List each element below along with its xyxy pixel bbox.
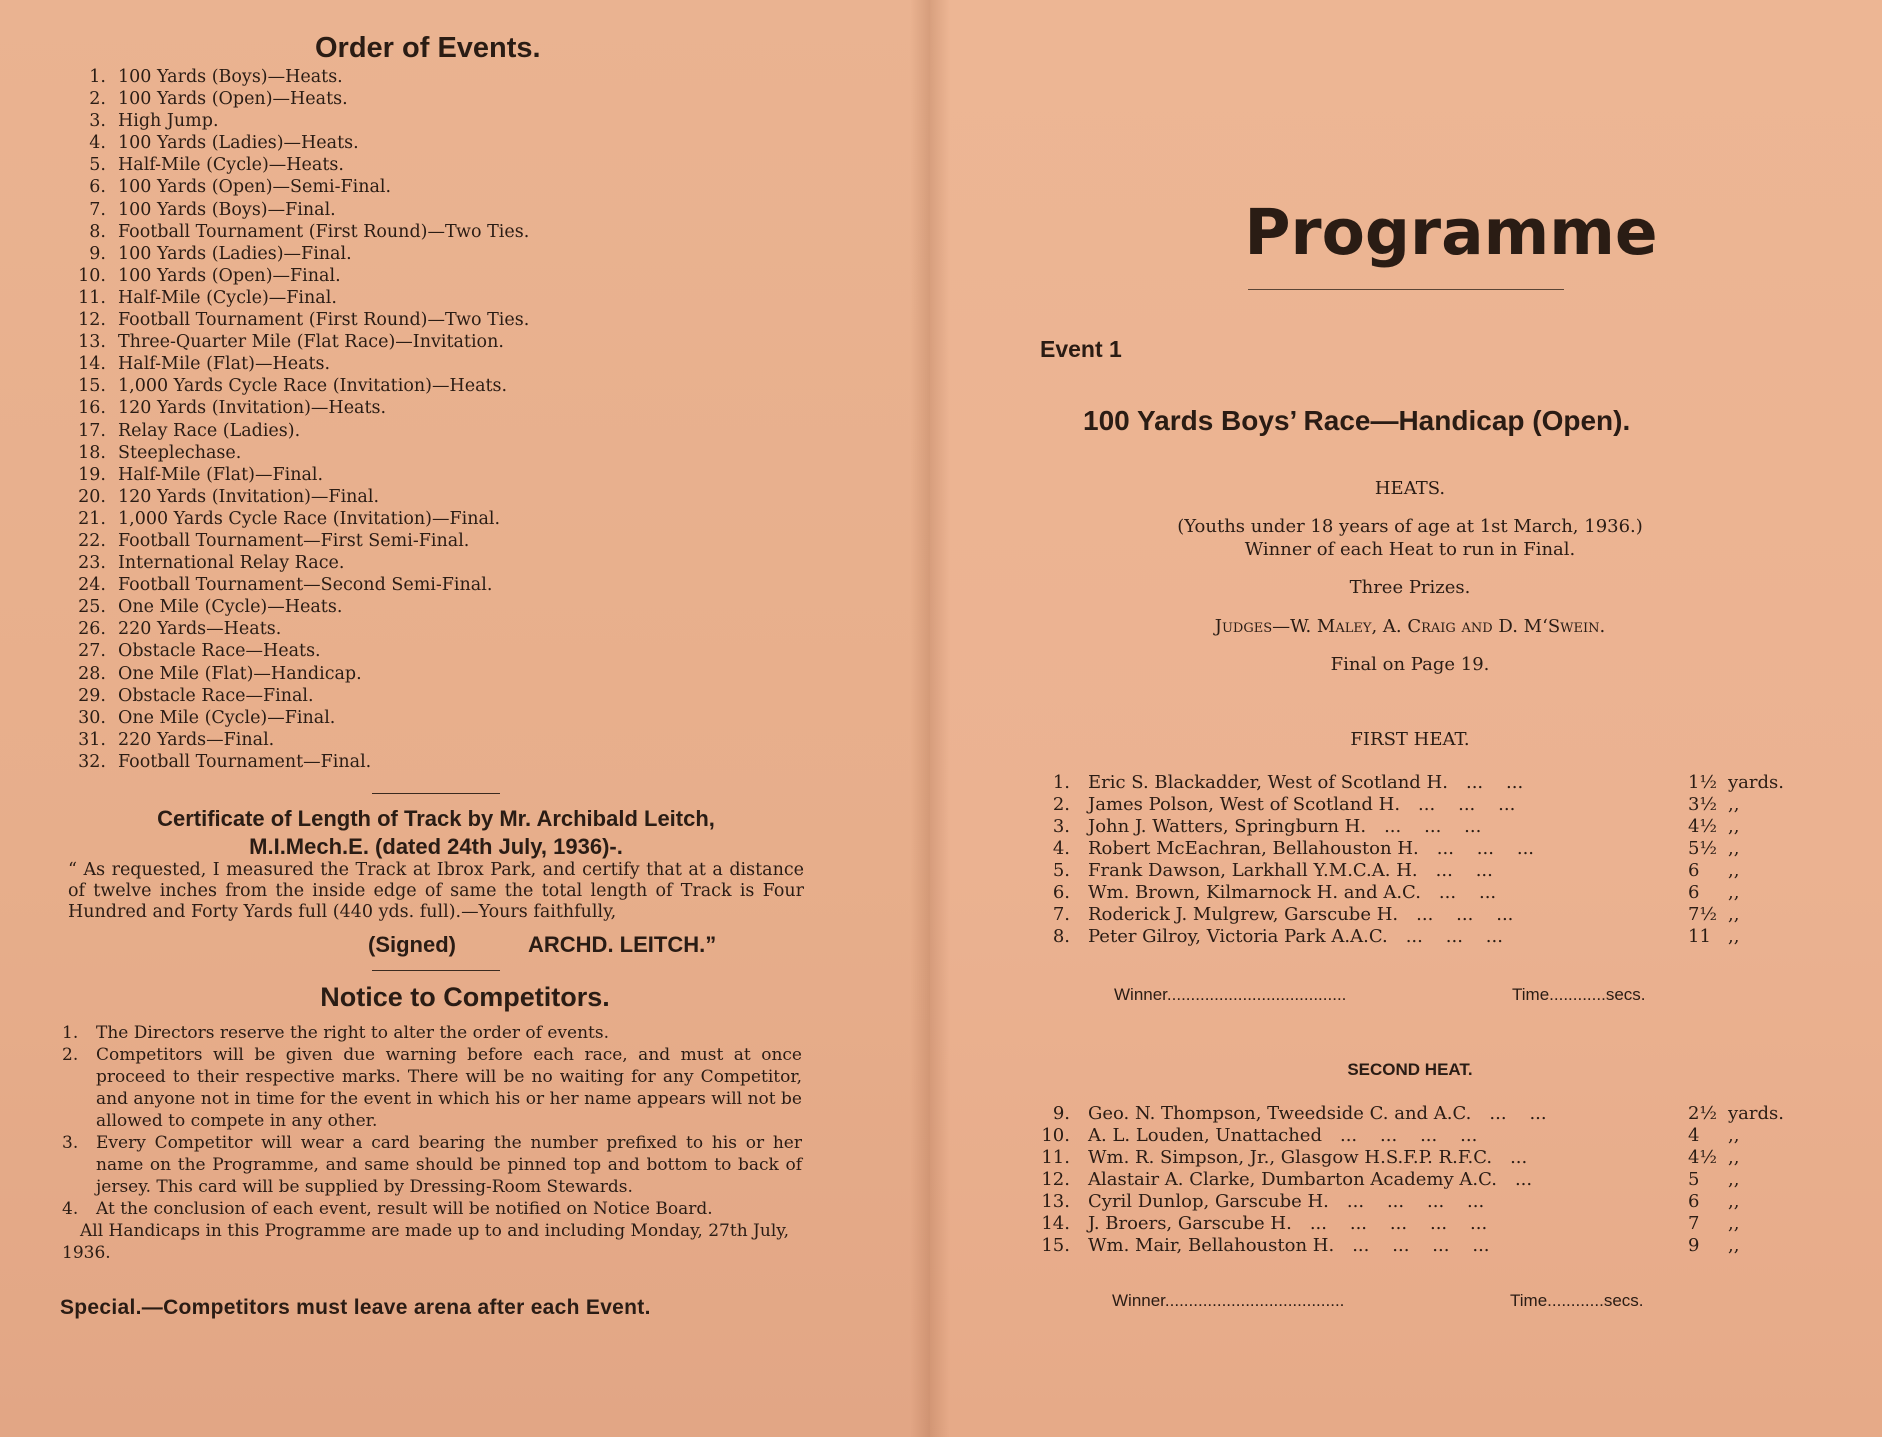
entry-unit: ,, — [1728, 816, 1740, 837]
entry-unit: ,, — [1728, 860, 1740, 881]
entry-number: 14. — [1041, 1213, 1070, 1234]
special-notice: Special.—Competitors must leave arena after each Event. — [60, 1296, 651, 1319]
event-number: 16. — [78, 398, 106, 419]
leader-dots: ... ... ... — [1436, 838, 1535, 859]
heats-label: HEATS. — [1374, 478, 1446, 499]
notice-item — [62, 1132, 802, 1198]
event-number: 28. — [78, 663, 106, 684]
entry-handicap: 9 — [1688, 1235, 1700, 1256]
list-item — [62, 751, 529, 773]
second-heat-label: SECOND HEAT. — [1347, 1060, 1473, 1079]
entry-handicap: 6 — [1688, 1191, 1700, 1212]
leader-dots: ... ... — [1435, 860, 1493, 881]
list-item — [62, 88, 529, 110]
entry-name — [1088, 1147, 1688, 1169]
leader-dots: ... ... ... — [1416, 904, 1514, 925]
leader-dots: ... ... ... ... — [1352, 1235, 1490, 1256]
table-row — [1040, 882, 1788, 904]
divider — [372, 793, 500, 794]
list-item — [62, 110, 529, 132]
entry-handicap: 4 — [1688, 1125, 1700, 1146]
entry-handicap: 2½ — [1688, 1103, 1717, 1124]
first-heat-winner: Winner...................................... — [1114, 985, 1347, 1004]
certificate-title — [68, 805, 804, 861]
event-number: 15. — [78, 376, 106, 397]
event-text: 1,000 Yards Cycle Race (Invitation)—Heats. — [118, 376, 508, 397]
event-number: 4. — [89, 133, 106, 154]
leader-dots: ... ... — [1438, 882, 1497, 903]
event-number: 32. — [78, 751, 106, 772]
entry-name — [1088, 1125, 1688, 1147]
event-number: 31. — [78, 729, 106, 750]
entry-name — [1088, 816, 1688, 838]
entry-unit: ,, — [1728, 838, 1740, 859]
certificate-signature: ARCHD. LEITCH.” — [528, 932, 717, 957]
event-number: 14. — [78, 354, 106, 375]
event-number: 21. — [78, 508, 106, 529]
event-text: 220 Yards—Final. — [118, 729, 275, 750]
second-heat-time: Time............secs. — [1510, 1291, 1644, 1310]
notice-text: At the conclusion of each event, result will be notified on Notice Board. — [96, 1199, 713, 1219]
list-item — [62, 530, 529, 552]
competitor-name: Wm. R. Simpson, Jr., Glasgow H.S.F.P. R.F.C. — [1088, 1147, 1493, 1168]
leader-dots: ... ... ... — [1405, 926, 1503, 947]
notice-item — [62, 1044, 802, 1132]
table-row — [1040, 860, 1788, 882]
list-item — [62, 596, 529, 618]
table-row — [1040, 1191, 1788, 1213]
event-text: Football Tournament—Second Semi-Final. — [118, 575, 493, 596]
leader-dots: ... ... ... — [1384, 816, 1482, 837]
leader-dots: ... ... — [1489, 1103, 1547, 1124]
event-number: 17. — [78, 420, 106, 441]
event-number: 29. — [78, 685, 106, 706]
notice-text: Competitors will be given due warning before each race, and must at once proceed to their respective marks. There will be no waiting for any Competitor, and anyone not in time for the event in which his or her name appears will not be allowed to compete in any other. — [96, 1045, 802, 1131]
list-item — [62, 464, 529, 486]
entry-unit: ,, — [1728, 1125, 1740, 1146]
list-item — [62, 199, 529, 221]
competitor-name: Wm. Brown, Kilmarnock H. and A.C. — [1088, 882, 1421, 903]
list-item — [62, 375, 529, 397]
event-text: Football Tournament—First Semi-Final. — [118, 530, 470, 551]
list-item — [62, 486, 529, 508]
entry-name — [1088, 794, 1688, 816]
event-text: Football Tournament—Final. — [118, 751, 372, 772]
certificate-signed: (Signed) — [368, 932, 456, 957]
table-row — [1040, 904, 1788, 926]
list-item — [62, 685, 529, 707]
table-row — [1040, 1103, 1788, 1125]
competitor-name: John J. Watters, Springburn H. — [1088, 816, 1367, 837]
list-item — [62, 66, 529, 88]
competitor-name: Roderick J. Mulgrew, Garscube H. — [1088, 904, 1399, 925]
event-text: 100 Yards (Open)—Semi-Final. — [118, 177, 392, 198]
list-item — [62, 618, 529, 640]
entry-unit: ,, — [1728, 904, 1740, 925]
entry-name — [1088, 1103, 1688, 1125]
list-item — [62, 287, 529, 309]
event-number: 18. — [78, 442, 106, 463]
competitor-name: Frank Dawson, Larkhall Y.M.C.A. H. — [1088, 860, 1418, 881]
event-number: 23. — [78, 553, 106, 574]
eligibility-line1: (Youths under 18 years of age at 1st March, 1936.) — [1177, 516, 1643, 537]
competitor-name: A. L. Louden, Unattached — [1088, 1125, 1322, 1146]
list-item — [62, 132, 529, 154]
event-text: Obstacle Race—Heats. — [118, 641, 321, 662]
certificate-title-line2: M.I.Mech.E. (dated 24th July, 1936)-. — [249, 834, 623, 859]
entry-number: 1. — [1052, 772, 1070, 793]
entry-handicap: 5½ — [1688, 838, 1717, 859]
list-item — [62, 154, 529, 176]
entry-number: 8. — [1052, 926, 1070, 947]
leader-dots: ... ... ... ... — [1346, 1191, 1485, 1212]
list-item — [62, 397, 529, 419]
event-number: 12. — [78, 310, 106, 331]
entry-handicap: 11 — [1688, 926, 1711, 947]
certificate-body: “ As requested, I measured the Track at Ibrox Park, and certify that at a distance of twelve inches from the inside edge of same the total length of Track is Four Hundred and Forty Yards full (440 yds. full).—Yours faithfully, — [68, 860, 804, 922]
list-item — [62, 707, 529, 729]
event-text: Half-Mile (Cycle)—Heats. — [118, 155, 344, 176]
entry-handicap: 6 — [1688, 882, 1700, 903]
table-row — [1040, 1147, 1788, 1169]
list-item — [62, 663, 529, 685]
event-number: 9. — [89, 243, 106, 264]
competitor-name: Eric S. Blackadder, West of Scotland H. — [1088, 772, 1448, 793]
order-of-events-title: Order of Events. — [315, 32, 541, 64]
list-item — [62, 353, 529, 375]
entry-unit: yards. — [1728, 1103, 1784, 1124]
entry-handicap: 7 — [1688, 1213, 1700, 1234]
title-underline — [1248, 289, 1564, 290]
competitor-name: Geo. N. Thompson, Tweedside C. and A.C. — [1088, 1103, 1472, 1124]
competitor-name: James Polson, West of Scotland H. — [1088, 794, 1401, 815]
event-number: 3. — [89, 111, 106, 132]
event-text: Relay Race (Ladies). — [118, 420, 301, 441]
list-item — [62, 265, 529, 287]
event-name: 100 Yards Boys’ Race—Handicap (Open). — [1083, 405, 1631, 436]
entry-name — [1088, 772, 1688, 794]
event-text: One Mile (Flat)—Handicap. — [118, 663, 362, 684]
event-text: One Mile (Cycle)—Final. — [118, 707, 336, 728]
entry-number: 2. — [1052, 794, 1070, 815]
event-label: Event 1 — [1040, 336, 1122, 362]
notice-text: Every Competitor will wear a card bearing the number prefixed to his or her name on the Programme, and same should be pinned top and bottom to back of jersey. This card will be supplied by Dressing-Room Stewards. — [96, 1133, 802, 1197]
leader-dots: ... ... ... — [1418, 794, 1516, 815]
event-number: 26. — [78, 619, 106, 640]
competitor-name: Robert McEachran, Bellahouston H. — [1088, 838, 1419, 859]
event-text: 120 Yards (Invitation)—Heats. — [118, 398, 387, 419]
list-item — [62, 243, 529, 265]
event-text: 100 Yards (Open)—Heats. — [118, 89, 348, 110]
event-number: 2. — [89, 89, 106, 110]
table-row — [1040, 772, 1788, 794]
event-text: Football Tournament (First Round)—Two Ties. — [118, 310, 530, 331]
competitor-name: Alastair A. Clarke, Dumbarton Academy A.C. — [1088, 1169, 1497, 1190]
event-text: Half-Mile (Flat)—Final. — [118, 464, 324, 485]
table-row — [1040, 1169, 1788, 1191]
first-heat-time: Time............secs. — [1512, 985, 1646, 1004]
list-item — [62, 221, 529, 243]
entry-handicap: 4½ — [1688, 816, 1717, 837]
event-number: 20. — [78, 486, 106, 507]
entry-number: 12. — [1041, 1169, 1070, 1190]
notice-item — [62, 1198, 802, 1220]
event-text: One Mile (Cycle)—Heats. — [118, 597, 343, 618]
notice-list — [62, 1022, 802, 1264]
event-number: 24. — [78, 575, 106, 596]
leader-dots: ... ... ... ... — [1339, 1125, 1478, 1146]
entry-unit: yards. — [1728, 772, 1784, 793]
event-text: Football Tournament (First Round)—Two Ties. — [118, 221, 530, 242]
table-row — [1040, 816, 1788, 838]
event-number: 10. — [78, 265, 106, 286]
entry-name — [1088, 1213, 1688, 1235]
event-text: 100 Yards (Open)—Final. — [118, 265, 341, 286]
list-item — [62, 729, 529, 751]
entry-unit: ,, — [1728, 1213, 1740, 1234]
entry-name — [1088, 860, 1688, 882]
entry-unit: ,, — [1728, 882, 1740, 903]
handicaps-note: All Handicaps in this Programme are made up to and including Monday, 27th July, 1936. — [62, 1221, 790, 1263]
competitor-name: Cyril Dunlop, Garscube H. — [1088, 1191, 1329, 1212]
eligibility-line2: Winner of each Heat to run in Final. — [1244, 539, 1576, 560]
event-number: 22. — [78, 530, 106, 551]
second-heat-winner: Winner...................................... — [1112, 1291, 1345, 1310]
notice-item — [62, 1022, 802, 1044]
competitor-name: J. Broers, Garscube H. — [1088, 1213, 1292, 1234]
table-row — [1040, 926, 1788, 948]
notice-text: The Directors reserve the right to alter the order of events. — [96, 1023, 609, 1043]
entry-number: 3. — [1052, 816, 1070, 837]
table-row — [1040, 1213, 1788, 1235]
judges: Judges—W. Maley, A. Craig and D. M‘Swein. — [1214, 616, 1606, 637]
leader-dots: ... ... ... ... ... — [1309, 1213, 1488, 1234]
first-heat-label: FIRST HEAT. — [1350, 729, 1470, 750]
leader-dots: ... — [1514, 1169, 1533, 1190]
list-item — [62, 309, 529, 331]
event-text: Three-Quarter Mile (Flat Race)—Invitation. — [118, 332, 504, 353]
event-text: Obstacle Race—Final. — [118, 685, 314, 706]
first-heat-entries — [1040, 772, 1788, 948]
entry-handicap: 6 — [1688, 860, 1700, 881]
event-text: 100 Yards (Boys)—Heats. — [118, 67, 343, 87]
notice-number: 2. — [62, 1045, 79, 1065]
event-text: Half-Mile (Flat)—Heats. — [118, 354, 331, 375]
table-row — [1040, 794, 1788, 816]
entry-name — [1088, 882, 1688, 904]
list-item — [62, 552, 529, 574]
entry-name — [1088, 904, 1688, 926]
entry-handicap: 4½ — [1688, 1147, 1717, 1168]
notice-title: Notice to Competitors. — [320, 982, 610, 1012]
entry-number: 13. — [1041, 1191, 1070, 1212]
certificate-title-line1: Certificate of Length of Track by Mr. Archibald Leitch, — [157, 806, 715, 831]
entry-unit: ,, — [1728, 1169, 1740, 1190]
entry-name — [1088, 926, 1688, 948]
event-number: 13. — [78, 332, 106, 353]
entry-handicap: 3½ — [1688, 794, 1717, 815]
entry-number: 7. — [1052, 904, 1070, 925]
event-text: 100 Yards (Ladies)—Final. — [118, 243, 352, 264]
event-text: High Jump. — [118, 111, 219, 132]
entry-number: 15. — [1041, 1235, 1070, 1256]
entry-name — [1088, 1191, 1688, 1213]
entry-unit: ,, — [1728, 1191, 1740, 1212]
entry-unit: ,, — [1728, 1147, 1740, 1168]
leader-dots: ... ... — [1465, 772, 1524, 793]
event-text: 120 Yards (Invitation)—Final. — [118, 486, 380, 507]
notice-number: 4. — [62, 1199, 79, 1219]
event-text: 100 Yards (Boys)—Final. — [118, 199, 336, 220]
event-number: 25. — [78, 597, 106, 618]
entry-unit: ,, — [1728, 794, 1740, 815]
event-number: 6. — [89, 177, 106, 198]
event-number: 7. — [89, 199, 106, 220]
second-heat-entries — [1040, 1103, 1788, 1257]
competitor-name: Peter Gilroy, Victoria Park A.A.C. — [1088, 926, 1388, 947]
prizes: Three Prizes. — [1349, 577, 1471, 598]
entry-unit: ,, — [1728, 926, 1740, 947]
entry-name — [1088, 1235, 1688, 1257]
list-item — [62, 176, 529, 198]
entry-handicap: 7½ — [1688, 904, 1717, 925]
entry-number: 10. — [1041, 1125, 1070, 1146]
list-item — [62, 508, 529, 530]
entry-handicap: 1½ — [1688, 772, 1717, 793]
table-row — [1040, 1125, 1788, 1147]
entry-number: 6. — [1052, 882, 1070, 903]
event-number: 5. — [89, 155, 106, 176]
table-row — [1040, 1235, 1788, 1257]
entry-number: 9. — [1052, 1103, 1070, 1124]
event-number: 8. — [89, 221, 106, 242]
final-note: Final on Page 19. — [1330, 654, 1490, 675]
table-row — [1040, 838, 1788, 860]
entry-number: 11. — [1041, 1147, 1070, 1168]
event-number: 1. — [89, 67, 106, 87]
event-text: International Relay Race. — [118, 553, 345, 574]
entry-number: 5. — [1052, 860, 1070, 881]
list-item — [62, 331, 529, 353]
divider — [372, 970, 500, 971]
entry-name — [1088, 838, 1688, 860]
event-text: 220 Yards—Heats. — [118, 619, 282, 640]
event-number: 27. — [78, 641, 106, 662]
programme-title: Programme — [1244, 196, 1658, 269]
entry-number: 4. — [1052, 838, 1070, 859]
notice-number: 1. — [62, 1023, 79, 1043]
leader-dots: ... — [1510, 1147, 1528, 1168]
event-text: Half-Mile (Cycle)—Final. — [118, 287, 337, 308]
event-text: 1,000 Yards Cycle Race (Invitation)—Final. — [118, 508, 501, 529]
entry-handicap: 5 — [1688, 1169, 1700, 1190]
notice-number: 3. — [62, 1133, 79, 1153]
list-item — [62, 574, 529, 596]
event-number: 19. — [78, 464, 106, 485]
event-text: 100 Yards (Ladies)—Heats. — [118, 133, 359, 154]
order-of-events-list — [62, 66, 529, 773]
event-text: Steeplechase. — [118, 442, 242, 463]
entry-name — [1088, 1169, 1688, 1191]
entry-unit: ,, — [1728, 1235, 1740, 1256]
competitor-name: Wm. Mair, Bellahouston H. — [1088, 1235, 1335, 1256]
event-number: 30. — [78, 707, 106, 728]
list-item — [62, 640, 529, 662]
event-number: 11. — [78, 287, 106, 308]
list-item — [62, 420, 529, 442]
list-item — [62, 442, 529, 464]
